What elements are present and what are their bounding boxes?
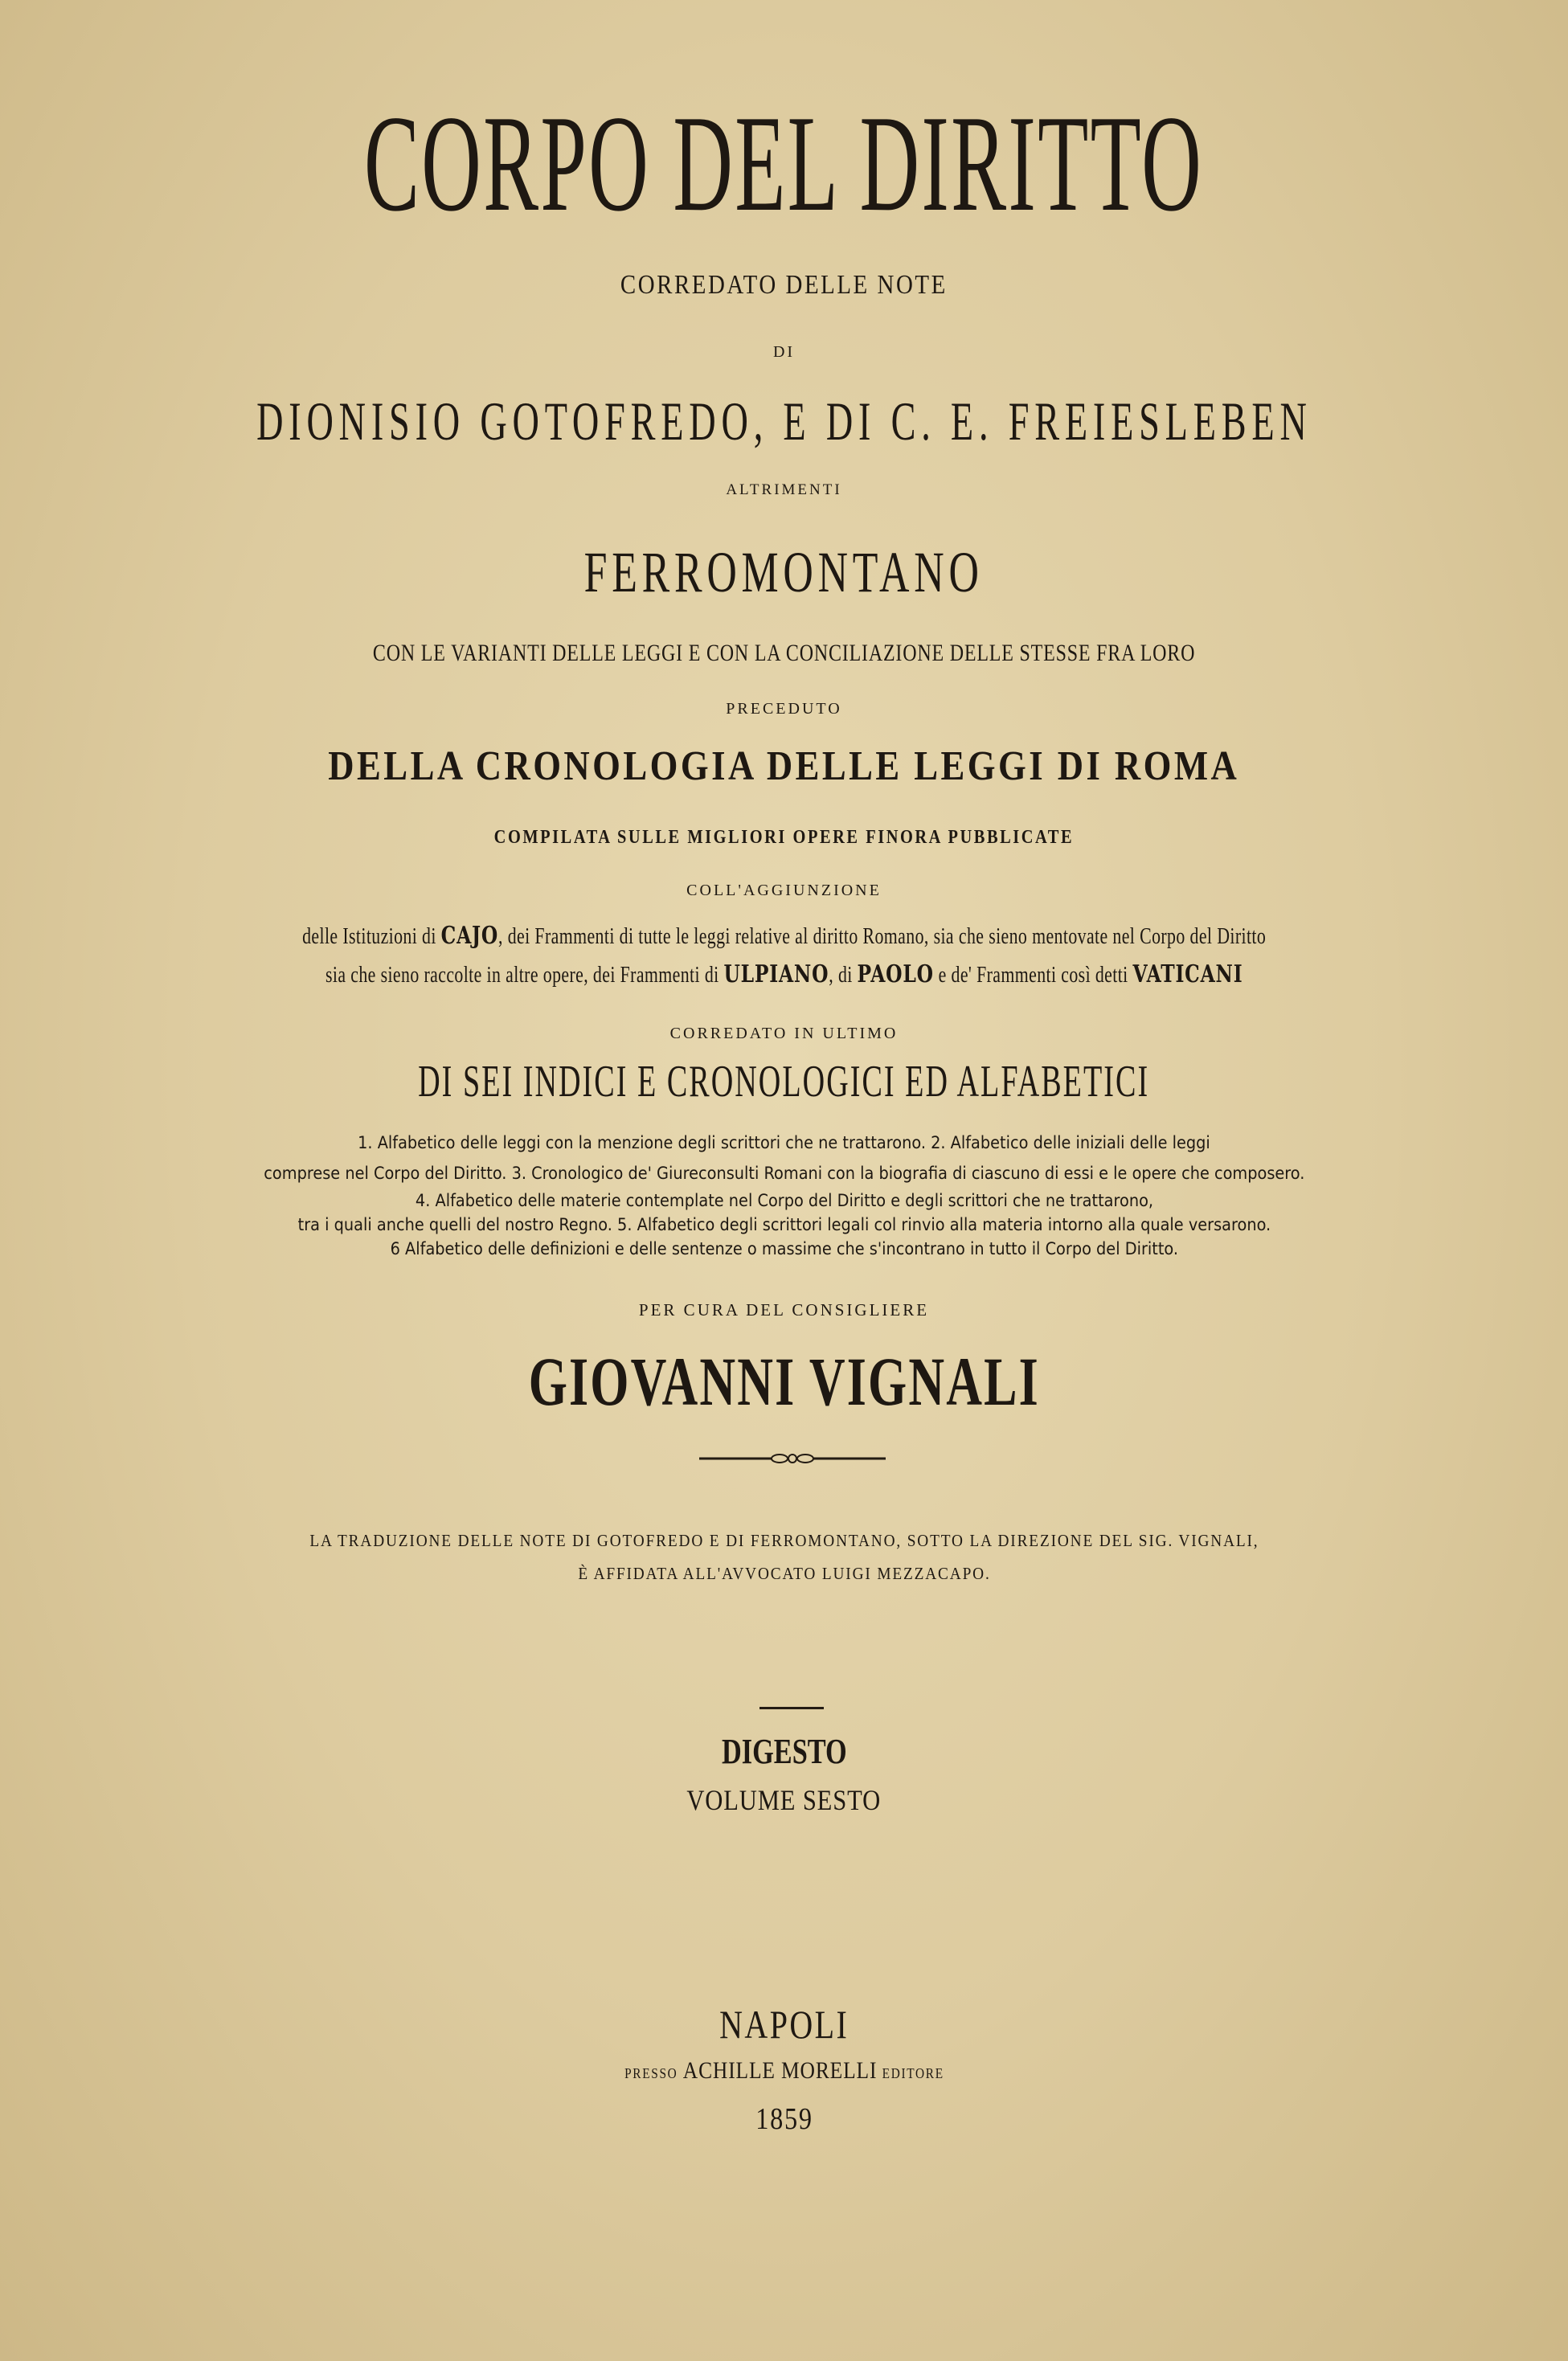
subtitle-line xyxy=(0,272,1568,299)
authors: DIONISIO GOTOFREDO, E DI C. E. FREIESLEBEN xyxy=(256,391,1312,452)
istituzioni-1b: , dei Frammenti di tutte le leggi relative al diritto Romano, sia che sieno mentovate nel Corpo del Diritto xyxy=(497,924,1267,949)
name-ulpiano: ULPIANO xyxy=(723,960,829,988)
altrimenti-label: ALTRIMENTI xyxy=(726,481,842,498)
ferromontano: FERROMONTANO xyxy=(583,540,985,604)
name-paolo: PAOLO xyxy=(857,960,934,988)
name-vaticani: VATICANI xyxy=(1132,960,1243,988)
editore-label: EDITORE xyxy=(882,2065,944,2081)
varianti-line xyxy=(0,641,1568,665)
volume-line xyxy=(0,1786,1568,1815)
istituzioni-line-1 xyxy=(0,924,1568,948)
city-line xyxy=(0,2002,1568,2047)
di-line xyxy=(0,344,1568,360)
istituzioni-text-1 xyxy=(302,924,1266,948)
traduzione-2: È AFFIDATA ALL'AVVOCATO LUIGI MEZZACAPO. xyxy=(577,1564,991,1583)
traduzione-line-1 xyxy=(0,1532,1568,1549)
traduzione-line-2 xyxy=(0,1565,1568,1582)
digesto-rule xyxy=(759,1707,824,1709)
varianti: CON LE VARIANTI DELLE LEGGI E CON LA CONCILIAZIONE DELLE STESSE FRA LORO xyxy=(372,640,1196,666)
ornament-divider xyxy=(699,1451,886,1467)
aggiunzione: COLL'AGGIUNZIONE xyxy=(686,882,882,899)
istituzioni-1a: delle Istituzioni di xyxy=(301,924,441,949)
publisher-line xyxy=(0,2059,1568,2083)
istituzioni-2a: sia che sieno raccolte in altre opere, dei Frammenti di xyxy=(325,963,724,988)
subtitle: CORREDATO DELLE NOTE xyxy=(620,270,948,300)
istituzioni-text-2 xyxy=(325,960,1243,988)
indici-item-2: comprese nel Corpo del Diritto. 3. Cronologico de' Giureconsulti Romani con la biografia di ciascuno di essi e le opere che composero. xyxy=(263,1164,1305,1183)
cronologia-line xyxy=(0,743,1568,789)
indici-title-line xyxy=(0,1057,1568,1107)
istituzioni-2b: , di xyxy=(829,963,858,988)
per-cura-line xyxy=(0,1302,1568,1319)
publisher-name: ACHILLE MORELLI xyxy=(682,2057,877,2084)
preceduto-line xyxy=(0,701,1568,717)
title-line xyxy=(0,88,1568,240)
corredato-ultimo: CORREDATO IN ULTIMO xyxy=(669,1025,899,1042)
editor-line xyxy=(0,1343,1568,1420)
digesto: DIGESTO xyxy=(721,1732,847,1771)
publisher xyxy=(624,2059,944,2083)
year: 1859 xyxy=(755,2102,813,2136)
indici-title: DI SEI INDICI E CRONOLOGICI ED ALFABETICI xyxy=(418,1057,1150,1107)
corredato-ultimo-line xyxy=(0,1025,1568,1041)
indici-item-3: 4. Alfabetico delle materie contemplate nel Corpo del Diritto e degli scrittori che ne trattarono, xyxy=(415,1191,1153,1210)
compilata: COMPILATA SULLE MIGLIORI OPERE FINORA PUBBLICATE xyxy=(493,827,1075,848)
istituzioni-2c: e de' Frammenti così detti xyxy=(933,963,1133,988)
preceduto-label: PRECEDUTO xyxy=(726,700,842,718)
book-title: CORPO DEL DIRITTO xyxy=(364,88,1204,240)
di-label: DI xyxy=(772,343,796,361)
authors-line xyxy=(0,391,1568,452)
cronologia: DELLA CRONOLOGIA DELLE LEGGI DI ROMA xyxy=(328,743,1240,789)
altrimenti-line xyxy=(0,482,1568,497)
presso-label: PRESSO xyxy=(624,2065,678,2081)
ferromontano-line xyxy=(0,540,1568,604)
year-line xyxy=(0,2104,1568,2134)
volume: VOLUME SESTO xyxy=(686,1784,882,1816)
traduzione-1: LA TRADUZIONE DELLE NOTE DI GOTOFREDO E DI FERROMONTANO, SOTTO LA DIREZIONE DEL SIG. VIGNALI, xyxy=(309,1531,1259,1550)
indici-line-5 xyxy=(0,1241,1568,1258)
indici-line-2 xyxy=(0,1165,1568,1182)
aggiunzione-line xyxy=(0,882,1568,898)
indici-line-3 xyxy=(0,1193,1568,1209)
indici-line-4 xyxy=(0,1217,1568,1234)
indici-item-4: tra i quali anche quelli del nostro Regno. 5. Alfabetico degli scrittori legali col rinvio alla materia intorno alla quale versarono. xyxy=(297,1215,1271,1234)
per-cura: PER CURA DEL CONSIGLIERE xyxy=(638,1300,930,1320)
city: NAPOLI xyxy=(718,2002,850,2047)
istituzioni-line-2 xyxy=(0,960,1568,988)
indici-line-1 xyxy=(0,1135,1568,1152)
indici-item-5: 6 Alfabetico delle definizioni e delle sentenze o massime che s'incontrano in tutto il Corpo del Diritto. xyxy=(390,1239,1178,1258)
editor-name: GIOVANNI VIGNALI xyxy=(528,1343,1040,1420)
compilata-line xyxy=(0,828,1568,847)
name-cajo: CAJO xyxy=(440,922,498,950)
indici-item-1: 1. Alfabetico delle leggi con la menzione degli scrittori che ne trattarono. 2. Alfabetico delle iniziali delle leggi xyxy=(358,1133,1210,1152)
digesto-line xyxy=(0,1734,1568,1770)
